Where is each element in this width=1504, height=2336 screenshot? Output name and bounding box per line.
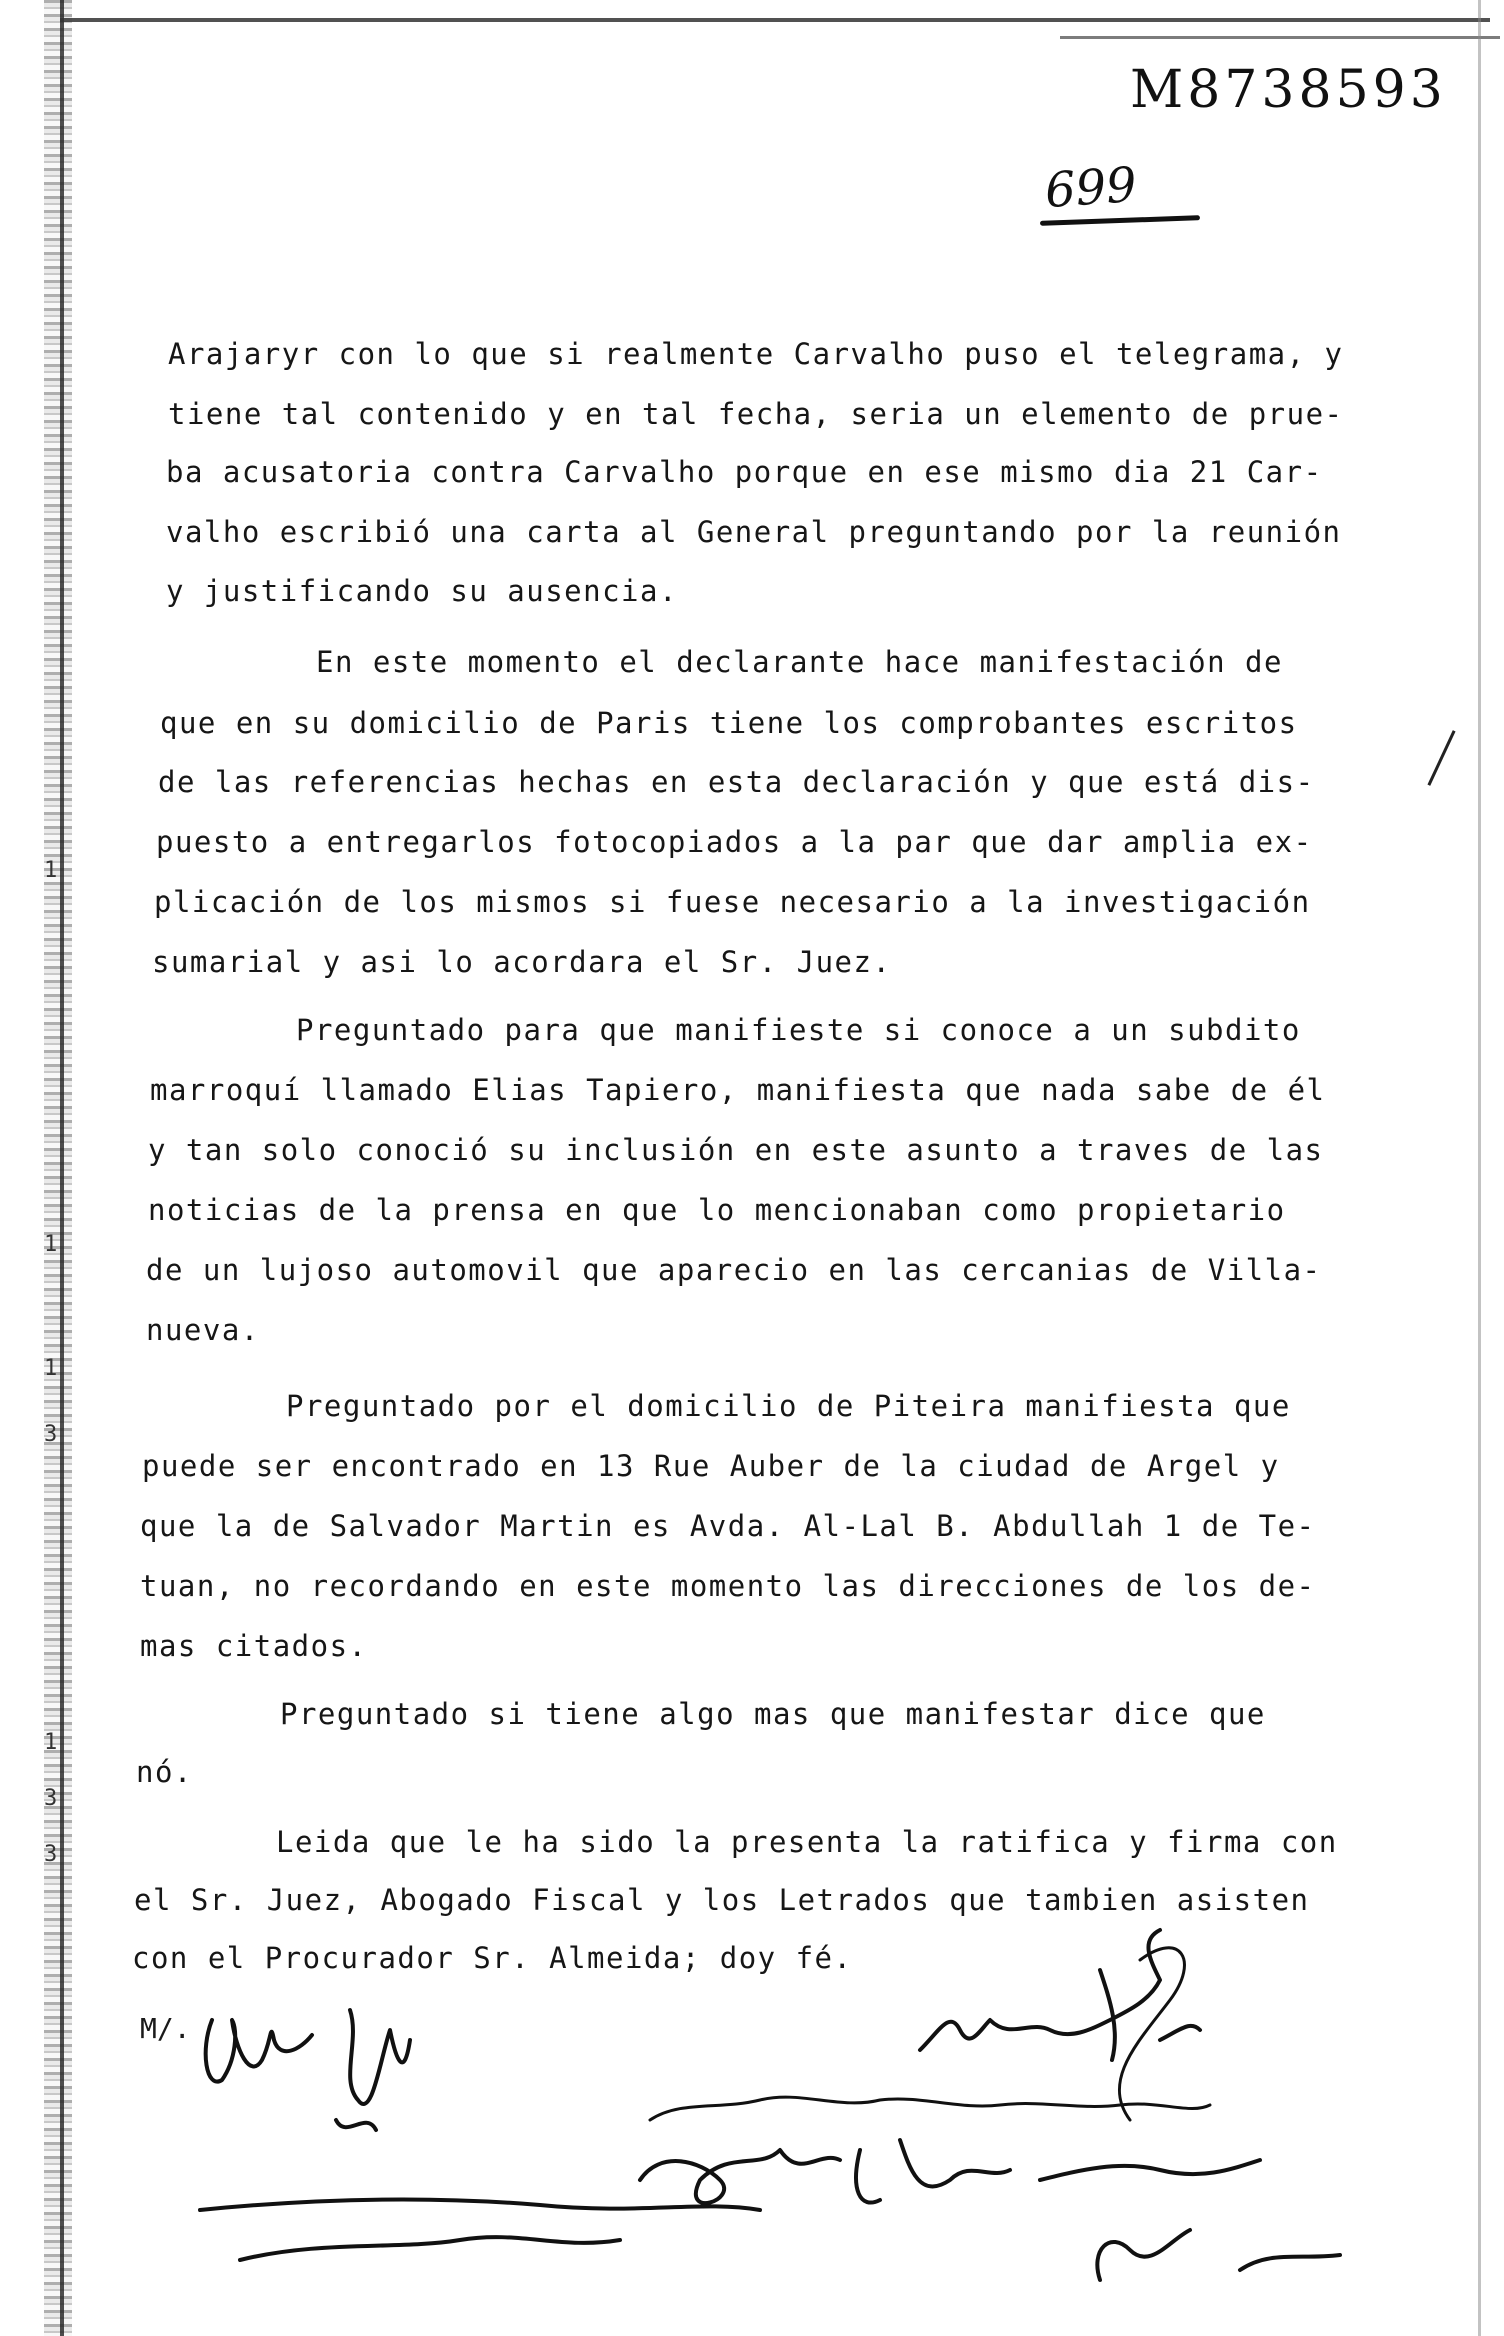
margin-mark: 3	[44, 1422, 58, 1447]
margin-mark: 1	[44, 1232, 58, 1257]
text-line: Preguntado por el domicilio de Piteira manifiesta que	[286, 1389, 1291, 1423]
text-line: En este momento el declarante hace manifestación de	[316, 645, 1283, 679]
text-line: tuan, no recordando en este momento las direcciones de los de-	[140, 1569, 1316, 1603]
text-line: Arajaryr con lo que si realmente Carvalho puso el telegrama, y	[168, 337, 1344, 371]
signature-left-flourish	[336, 2010, 410, 2130]
text-line: y justificando su ausencia.	[166, 574, 678, 608]
text-line: que en su domicilio de Paris tiene los comprobantes escritos	[160, 706, 1298, 740]
margin-mark: 1	[44, 858, 58, 883]
text-line: noticias de la prensa en que lo mencionaban como propietario	[148, 1193, 1286, 1227]
signature-left	[206, 2020, 312, 2082]
text-line: plicación de los mismos si fuese necesario a la investigación	[154, 885, 1311, 919]
text-line: el Sr. Juez, Abogado Fiscal y los Letrados que tambien asisten	[134, 1883, 1310, 1917]
signature-middle-2	[640, 2140, 1010, 2203]
text-line: Preguntado para que manifieste si conoce a un subdito	[296, 1013, 1301, 1047]
text-line: y tan solo conoció su inclusión en este asunto a traves de las	[148, 1133, 1324, 1167]
text-line: Preguntado si tiene algo mas que manifestar dice que	[280, 1697, 1266, 1731]
text-line: tiene tal contenido y en tal fecha, seria un elemento de prue-	[168, 397, 1344, 431]
document-number: M8738593	[1130, 60, 1447, 120]
margin-mark: 3	[44, 1786, 58, 1811]
text-line: nó.	[136, 1755, 193, 1789]
text-line: que la de Salvador Martin es Avda. Al-Lal B. Abdullah 1 de Te-	[140, 1509, 1316, 1543]
text-line: valho escribió una carta al General preguntando por la reunión	[166, 515, 1342, 549]
folio-number: 699	[1043, 156, 1139, 220]
text-line: marroquí llamado Elias Tapiero, manifiesta que nada sabe de él	[150, 1073, 1326, 1107]
text-line: de las referencias hechas en esta declaración y que está dis-	[158, 765, 1315, 799]
signature-prefix: M/.	[140, 2012, 191, 2045]
margin-mark: 1	[44, 1730, 58, 1755]
text-line: puesto a entregarlos fotocopiados a la par que dar amplia ex-	[156, 825, 1313, 859]
margin-mark: 1	[44, 1356, 58, 1381]
text-line: puede ser encontrado en 13 Rue Auber de la ciudad de Argel y	[142, 1449, 1280, 1483]
text-line: con el Procurador Sr. Almeida; doy fé.	[132, 1941, 853, 1975]
signature-underline-long	[200, 2200, 760, 2260]
text-line: ba acusatoria contra Carvalho porque en ese mismo dia 21 Car-	[166, 455, 1323, 489]
text-line: mas citados.	[140, 1629, 368, 1663]
margin-mark: 3	[44, 1842, 58, 1867]
signature-right-lower	[1040, 2160, 1340, 2280]
text-line: de un lujoso automovil que aparecio en las cercanias de Villa-	[146, 1253, 1322, 1287]
text-line: nueva.	[146, 1313, 260, 1347]
text-line: sumarial y asi lo acordara el Sr. Juez.	[152, 945, 892, 979]
text-line: Leida que le ha sido la presenta la ratifica y firma con	[276, 1825, 1338, 1859]
